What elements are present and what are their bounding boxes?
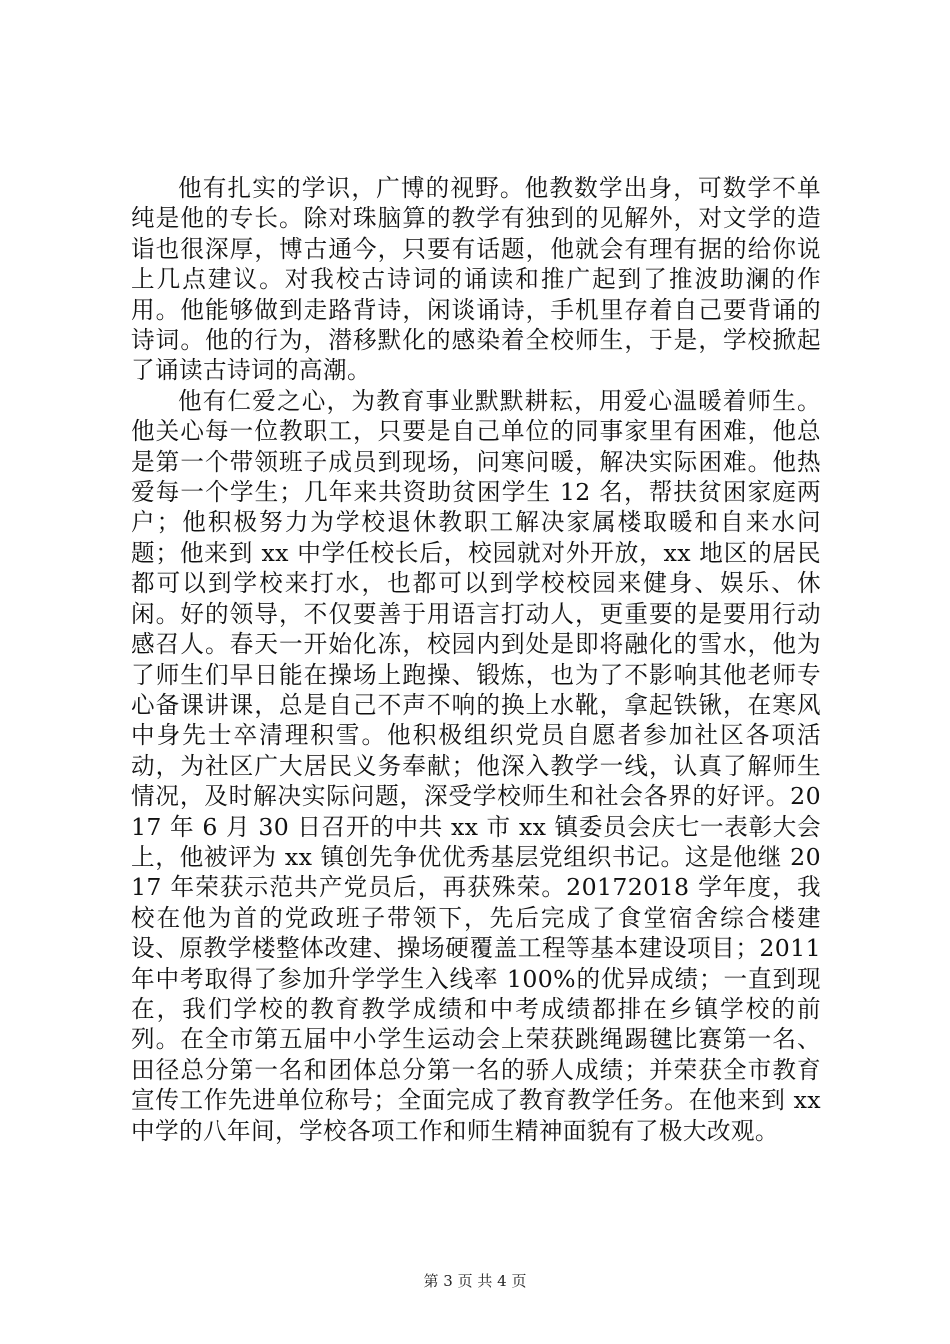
- paragraph-2: 他有仁爱之心，为教育事业默默耕耘，用爱心温暖着师生。他关心每一位教职工，只要是自己单位的同事家里有困难，他总是第一个带领班子成员到现场，问寒问暖，解决实际困难。他热爱每一个学生；几年来共资助贫困学生 12 名，帮扶贫困家庭两户；他积极努力为学校退休教职工解决家属楼取暖和自来水问题；他来到 xx 中学任校长后，校园就对外开放，xx 地区的居民都可以到学校来打水，也都可以到学校校园来健身、娱乐、休闲。好的领导，不仅要善于用语言打动人，更重要的是要用行动感召人。春天一开始化冻，校园内到处是即将融化的雪水，他为了师生们早日能在操场上跑操、锻炼，也为了不影响其他老师专心备课讲课，总是自己不声不响的换上水靴，拿起铁锹，在寒风中身先士卒清理积雪。他积极组织党员自愿者参加社区各项活动，为社区广大居民义务奉献；他深入教学一线，认真了解师生情况，及时解决实际问题，深受学校师生和社会各界的好评。2017 年 6 月 30 日召开的中共 xx 市 xx 镇委员会庆七一表彰大会上，他被评为 xx 镇创先争优优秀基层党组织书记。这是他继 2017 年荣获示范共产党员后，再获殊荣。20172018 学年度，我校在他为首的党政班子带领下，先后完成了食堂宿舍综合楼建设、原教学楼整体改建、操场硬覆盖工程等基本建设项目；2011 年中考取得了参加升学学生入线率 100%的优异成绩；一直到现在，我们学校的教育教学成绩和中考成绩都排在乡镇学校的前列。在全市第五届中小学生运动会上荣获跳绳踢毽比赛第一名、田径总分第一名和团体总分第一名的骄人成绩；并荣获全市教育宣传工作先进单位称号；全面完成了教育教学任务。在他来到 xx 中学的八年间，学校各项工作和师生精神面貌有了极大改观。: [131, 386, 821, 1145]
- paragraph-1: 他有扎实的学识，广博的视野。他教数学出身，可数学不单纯是他的专长。除对珠脑算的教学有独到的见解外，对文学的造诣也很深厚，博古通今，只要有话题，他就会有理有据的给你说上几点建议。对我校古诗词的诵读和推广起到了推波助澜的作用。他能够做到走路背诗，闲谈诵诗，手机里存着自己要背诵的诗词。他的行为，潜移默化的感染着全校师生，于是，学校掀起了诵读古诗词的高潮。: [131, 174, 821, 385]
- document-body: [131, 173, 821, 1146]
- page-number-footer: 第 3 页 共 4 页: [423, 1272, 527, 1290]
